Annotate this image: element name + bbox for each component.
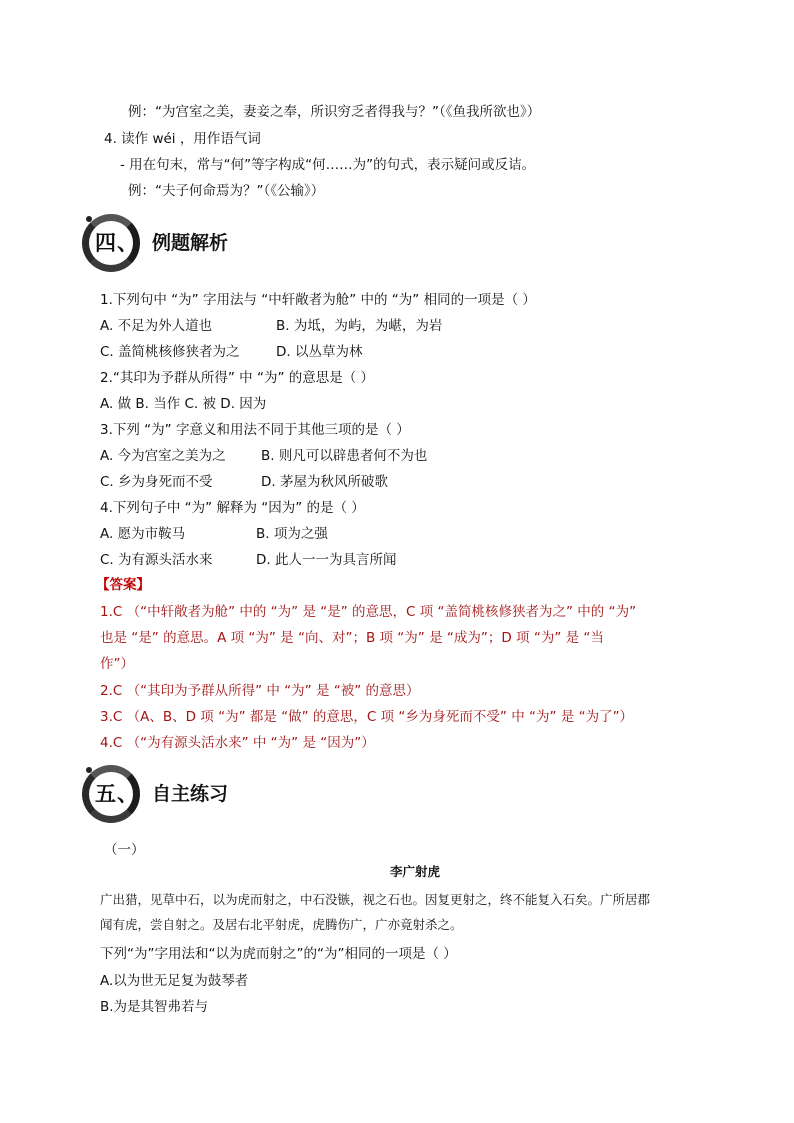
question-4-option-b: B. 项为之强	[256, 526, 328, 542]
question-4-option-a: A. 愿为市鞍马	[100, 526, 186, 542]
exercise-option-a: A.以为世无足复为鼓琴者	[100, 973, 249, 989]
question-1-stem: 1.下列句中 “为” 字用法与 “中轩敞者为舱” 中的 “为” 相同的一项是（ ）	[100, 292, 536, 308]
question-4-option-c: C. 为有源头活水来	[100, 552, 213, 568]
question-1-option-c: C. 盖简桃核修狭者为之	[100, 344, 240, 360]
answer-line-1: 1.C （“中轩敞者为舱” 中的 “为” 是 “是” 的意思，C 项 “盖简桃核修狭者为之” 中的 “为”	[100, 604, 637, 620]
section-heading-4	[82, 214, 322, 270]
answer-label: 【答案】	[96, 577, 150, 593]
exercise-question: 下列“为”字用法和“以为虎而射之”的“为”相同的一项是（ ）	[100, 946, 457, 962]
brush-dot-icon	[86, 767, 92, 773]
section-title: 自主练习	[152, 783, 229, 805]
item-4-title: 4. 读作 wéi ，用作语气词	[104, 131, 261, 147]
answer-line-2: 也是 “是” 的意思。A 项 “为” 是 “向、对”；B 项 “为” 是 “成为”；D 项 “为” 是 “当	[100, 630, 604, 646]
question-1-option-a: A. 不足为外人道也	[100, 318, 213, 334]
answer-line-4: 2.C （“其印为予群从所得” 中 “为” 是 “被” 的意思）	[100, 683, 420, 699]
question-2-stem: 2.“其印为予群从所得” 中 “为” 的意思是（ ）	[100, 370, 375, 386]
brush-dot-icon	[86, 216, 92, 222]
question-1-option-b: B. 为坻，为屿，为嵁，为岩	[276, 318, 443, 334]
question-4-stem: 4.下列句子中 “为” 解释为 “因为” 的是（ ）	[100, 500, 365, 516]
question-3-option-c: C. 乡为身死而不受	[100, 474, 213, 490]
question-3-option-a: A. 今为宫室之美为之	[100, 448, 226, 464]
question-2-options: A. 做 B. 当作 C. 被 D. 因为	[100, 396, 267, 412]
question-3-option-b: B. 则凡可以辟患者何不为也	[261, 448, 428, 464]
question-1-option-d: D. 以丛草为林	[276, 344, 363, 360]
answer-line-3: 作”）	[100, 656, 134, 672]
passage-line-1: 广出猎，见草中石，以为虎而射之，中石没镞，视之石也。因复更射之，终不能复入石矣。广所居郡	[100, 892, 651, 907]
passage-title: 李广射虎	[390, 864, 441, 879]
exercise-option-b: B.为是其智弗若与	[100, 999, 209, 1015]
question-3-option-d: D. 茅屋为秋风所破歌	[261, 474, 388, 490]
section-title: 例题解析	[152, 232, 229, 254]
example-quote-2: 例：“夫子何命焉为？”（《公输》）	[128, 183, 325, 199]
answer-line-5: 3.C （A、B、D 项 “为” 都是 “做” 的意思，C 项 “乡为身死而不受” 中 “为” 是 “为了”）	[100, 709, 634, 725]
item-4-bullet: - 用在句末，常与“何”等字构成“何……为”的句式，表示疑问或反诘。	[120, 157, 536, 173]
section-heading-5	[82, 765, 322, 821]
answer-line-6: 4.C （“为有源头活水来” 中 “为” 是 “因为”）	[100, 735, 375, 751]
passage-line-2: 闻有虎，尝自射之。及居右北平射虎，虎腾伤广，广亦竟射杀之。	[100, 917, 463, 932]
section-number: 四、	[95, 231, 139, 255]
example-quote-1: 例：“为宫室之美，妻妾之奉，所识穷乏者得我与？”（《鱼我所欲也》）	[128, 104, 541, 120]
question-3-stem: 3.下列 “为” 字意义和用法不同于其他三项的是（ ）	[100, 422, 410, 438]
question-4-option-d: D. 此人一一为具言所闻	[256, 552, 397, 568]
section-number: 五、	[95, 782, 139, 806]
exercise-subheading: （一）	[104, 842, 145, 858]
